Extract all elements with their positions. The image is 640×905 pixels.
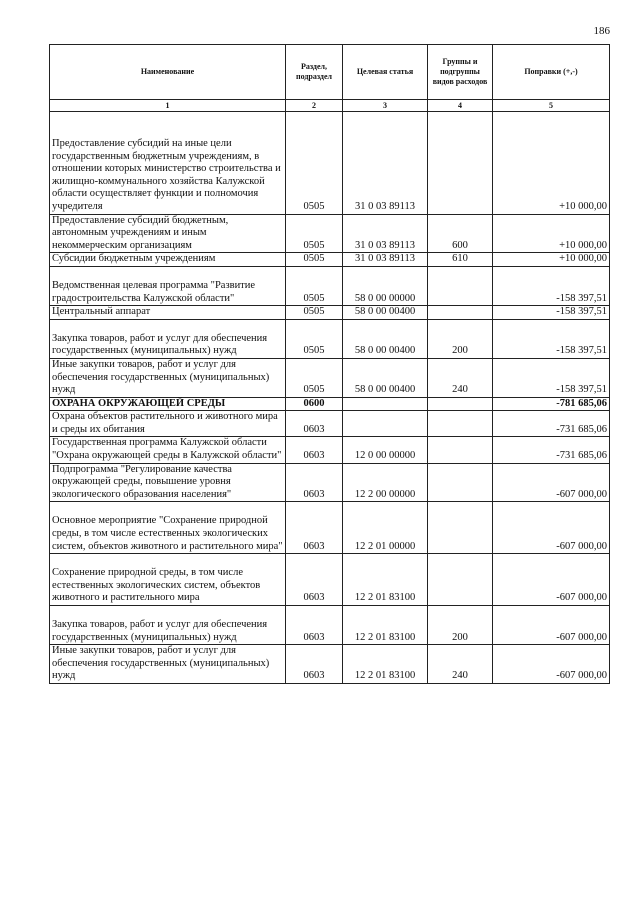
- row-group: 200: [428, 619, 493, 645]
- column-number: 3: [343, 100, 428, 112]
- row-section: 0603: [286, 567, 343, 605]
- spacer-cell: [286, 112, 343, 139]
- page-number: 186: [593, 25, 610, 37]
- row-article: 12 2 01 83100: [343, 619, 428, 645]
- table-row: [50, 411, 610, 437]
- row-amount: -607 000,00: [493, 567, 610, 605]
- row-name: Подпрограмма "Регулирование качества окружающей среды, повышение уровня экологического образования населения": [50, 463, 286, 502]
- spacer-cell: [286, 606, 343, 620]
- row-section: 0505: [286, 214, 343, 253]
- column-number: 2: [286, 100, 343, 112]
- row-amount: -607 000,00: [493, 619, 610, 645]
- row-amount: -781 685,06: [493, 397, 610, 411]
- spacer-cell: [493, 112, 610, 139]
- row-section: 0505: [286, 306, 343, 320]
- row-article: 58 0 00 00000: [343, 280, 428, 306]
- spacer-cell: [493, 266, 610, 280]
- row-group: [428, 463, 493, 502]
- table-row: [50, 397, 610, 411]
- row-article: 12 2 01 00000: [343, 515, 428, 553]
- spacer-cell: [50, 554, 286, 568]
- row-amount: -158 397,51: [493, 358, 610, 397]
- table-row: [50, 214, 610, 253]
- row-article: [343, 411, 428, 437]
- row-section: 0505: [286, 253, 343, 267]
- row-name: Охрана объектов растительного и животного мира и среды их обитания: [50, 411, 286, 437]
- spacer-cell: [428, 502, 493, 516]
- spacer-cell: [286, 554, 343, 568]
- spacer-cell: [286, 502, 343, 516]
- row-name: ОХРАНА ОКРУЖАЮЩЕЙ СРЕДЫ: [50, 397, 286, 411]
- row-name: Иные закупки товаров, работ и услуг для обеспечения государственных (муниципальных) нужд: [50, 358, 286, 397]
- row-group: [428, 567, 493, 605]
- column-number: 1: [50, 100, 286, 112]
- row-amount: -607 000,00: [493, 645, 610, 684]
- row-name: Закупка товаров, работ и услуг для обеспечения государственных (муниципальных) нужд: [50, 333, 286, 359]
- row-section: 0600: [286, 397, 343, 411]
- row-section: 0505: [286, 333, 343, 359]
- row-article: 31 0 03 89113: [343, 138, 428, 214]
- spacer-row: [50, 502, 610, 516]
- table-header-row: [50, 45, 610, 100]
- row-amount: -731 685,06: [493, 411, 610, 437]
- row-amount: -731 685,06: [493, 437, 610, 463]
- table-body: [50, 112, 610, 684]
- row-amount: -607 000,00: [493, 463, 610, 502]
- row-group: 200: [428, 333, 493, 359]
- spacer-row: [50, 112, 610, 139]
- budget-table: [49, 44, 610, 684]
- header-name: Наименование: [50, 45, 286, 100]
- table-row: [50, 358, 610, 397]
- row-article: 12 0 00 00000: [343, 437, 428, 463]
- table-row: [50, 253, 610, 267]
- spacer-row: [50, 606, 610, 620]
- spacer-cell: [343, 266, 428, 280]
- table-row: [50, 515, 610, 553]
- spacer-cell: [343, 319, 428, 333]
- column-number: 5: [493, 100, 610, 112]
- row-section: 0603: [286, 645, 343, 684]
- row-article: 12 2 00 00000: [343, 463, 428, 502]
- column-number: 4: [428, 100, 493, 112]
- row-group: [428, 437, 493, 463]
- spacer-cell: [50, 112, 286, 139]
- spacer-cell: [428, 606, 493, 620]
- row-amount: +10 000,00: [493, 138, 610, 214]
- row-section: 0603: [286, 437, 343, 463]
- row-name: Субсидии бюджетным учреждениям: [50, 253, 286, 267]
- row-section: 0505: [286, 138, 343, 214]
- row-article: 12 2 01 83100: [343, 645, 428, 684]
- row-amount: -158 397,51: [493, 280, 610, 306]
- spacer-cell: [286, 266, 343, 280]
- spacer-row: [50, 266, 610, 280]
- row-section: 0603: [286, 463, 343, 502]
- row-group: [428, 280, 493, 306]
- table-row: [50, 619, 610, 645]
- row-name: Сохранение природной среды, в том числе естественных экологических систем, объектов животного и растительного мира: [50, 567, 286, 605]
- row-name: Предоставление субсидий бюджетным, автономным учреждениям и иным некоммерческим организациям: [50, 214, 286, 253]
- spacer-cell: [493, 319, 610, 333]
- row-group: 600: [428, 214, 493, 253]
- spacer-cell: [343, 606, 428, 620]
- row-section: 0603: [286, 619, 343, 645]
- header-article: Целевая статья: [343, 45, 428, 100]
- row-amount: -158 397,51: [493, 306, 610, 320]
- table-row: [50, 306, 610, 320]
- row-name: Закупка товаров, работ и услуг для обеспечения государственных (муниципальных) нужд: [50, 619, 286, 645]
- row-group: [428, 515, 493, 553]
- row-section: 0603: [286, 515, 343, 553]
- row-amount: +10 000,00: [493, 214, 610, 253]
- row-article: 31 0 03 89113: [343, 253, 428, 267]
- table-row: [50, 645, 610, 684]
- column-number-row: [50, 100, 610, 112]
- spacer-cell: [343, 112, 428, 139]
- table-row: [50, 437, 610, 463]
- row-section: 0505: [286, 358, 343, 397]
- spacer-cell: [428, 554, 493, 568]
- row-group: 240: [428, 358, 493, 397]
- row-name: Государственная программа Калужской области "Охрана окружающей среды в Калужской области": [50, 437, 286, 463]
- spacer-cell: [50, 266, 286, 280]
- spacer-cell: [286, 319, 343, 333]
- spacer-cell: [428, 319, 493, 333]
- spacer-cell: [50, 502, 286, 516]
- spacer-cell: [428, 112, 493, 139]
- table-row: [50, 280, 610, 306]
- row-article: 58 0 00 00400: [343, 358, 428, 397]
- spacer-cell: [493, 554, 610, 568]
- row-group: [428, 306, 493, 320]
- spacer-cell: [493, 502, 610, 516]
- row-name: Предоставление субсидий на иные цели государственным бюджетным учреждениям, в отношении которых министерство строительства и жилищно-коммунального хозяйства Калужской области осуществляет функции и полномочия учредителя: [50, 138, 286, 214]
- row-section: 0603: [286, 411, 343, 437]
- row-article: 12 2 01 83100: [343, 567, 428, 605]
- header-amendments: Поправки (+,-): [493, 45, 610, 100]
- table-row: [50, 567, 610, 605]
- spacer-cell: [343, 502, 428, 516]
- row-article: [343, 397, 428, 411]
- row-name: Иные закупки товаров, работ и услуг для обеспечения государственных (муниципальных) нужд: [50, 645, 286, 684]
- spacer-row: [50, 554, 610, 568]
- row-amount: -158 397,51: [493, 333, 610, 359]
- row-section: 0505: [286, 280, 343, 306]
- row-group: [428, 138, 493, 214]
- row-name: Ведомственная целевая программа "Развитие градостроительства Калужской области": [50, 280, 286, 306]
- spacer-row: [50, 319, 610, 333]
- table-row: [50, 333, 610, 359]
- spacer-cell: [428, 266, 493, 280]
- spacer-cell: [493, 606, 610, 620]
- table-row: [50, 463, 610, 502]
- header-groups: Группы и подгруппы видов расходов: [428, 45, 493, 100]
- row-group: [428, 411, 493, 437]
- spacer-cell: [50, 319, 286, 333]
- spacer-cell: [343, 554, 428, 568]
- row-group: 610: [428, 253, 493, 267]
- row-amount: -607 000,00: [493, 515, 610, 553]
- row-group: 240: [428, 645, 493, 684]
- row-article: 58 0 00 00400: [343, 333, 428, 359]
- row-name: Центральный аппарат: [50, 306, 286, 320]
- header-section: Раздел, подраздел: [286, 45, 343, 100]
- spacer-cell: [50, 606, 286, 620]
- row-amount: +10 000,00: [493, 253, 610, 267]
- row-article: 58 0 00 00400: [343, 306, 428, 320]
- row-group: [428, 397, 493, 411]
- table-row: [50, 138, 610, 214]
- row-name: Основное мероприятие "Сохранение природной среды, в том числе естественных экологических систем, объектов животного и растительного мира": [50, 515, 286, 553]
- row-article: 31 0 03 89113: [343, 214, 428, 253]
